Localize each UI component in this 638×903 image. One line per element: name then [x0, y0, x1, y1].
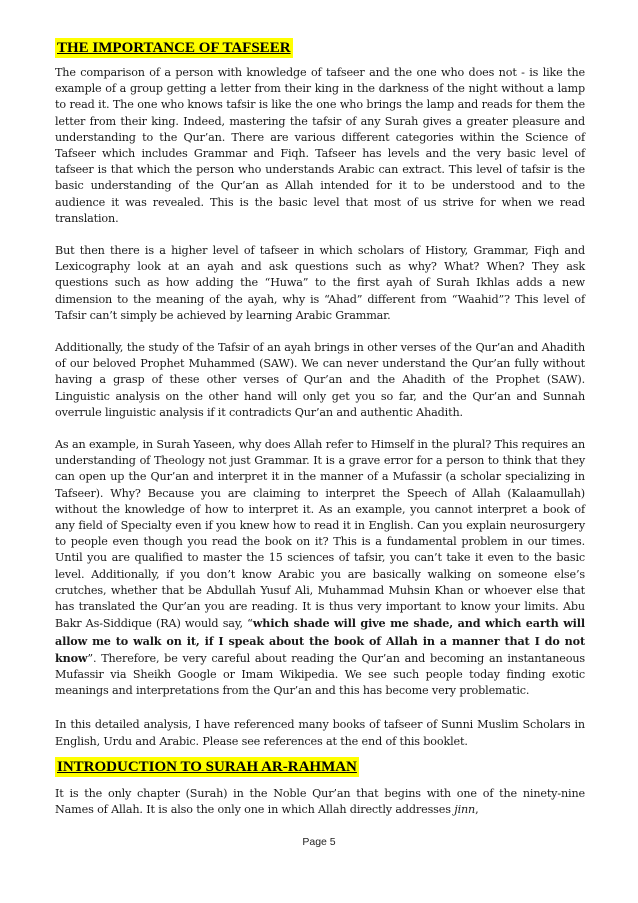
heading-importance-of-tafseer-wrap — [55, 37, 585, 58]
paragraph-4-text-after: ”. Therefore, be very careful about reading the Qur’an and becoming an instantaneous Mufassir via Sheikh Google or Imam Wikipedia. We see such people today finding exotic meanings and interpretations from the Qur’an and this has become very problematic. — [55, 651, 585, 698]
heading-importance-of-tafseer: THE IMPORTANCE OF TAFSEER — [57, 40, 291, 56]
paragraph-4 — [55, 437, 585, 699]
page-number: Page 5 — [302, 836, 336, 848]
paragraph-3: Additionally, the study of the Tafsir of an ayah brings in other verses of the Qur’an and Ahadith of our beloved Prophet Muhammed (SAW). We can never understand the Qur’an fully without having a grasp of these other verses of Qur’an and the Ahadith of the Prophet (SAW). Linguistic analysis on the other hand will only get you so far, and the Qur’an and Sunnah overrule linguistic analysis if it contradicts Qur’an and authentic Ahadith. — [55, 341, 585, 419]
paragraph-1: The comparison of a person with knowledge of tafseer and the one who does not - is like the example of a group getting a letter from their king in the darkness of the night without a lamp to read it. The one who knows tafsir is like the one who brings the lamp and reads for them the letter from their king. Indeed, mastering the tafsir of any Surah gives a greater pleasure and understanding to the Qur’an. There are various different categories within the Science of Tafseer which includes Grammar and Fiqh. Tafseer has levels and the very basic level of tafseer is that which the person who understands Arabic can extract. This level of tafsir is the basic understanding of the Qur’an as Allah intended for it to be understood and to the audience it was revealed. This is the basic level that most of us strive for when we read translation. — [55, 66, 585, 225]
paragraph-2: But then there is a higher level of tafseer in which scholars of History, Grammar, Fiqh and Lexicography look at an ayah and ask questions such as why? What? When? They ask questions such as how adding the “Huwa” to the first ayah of Surah Ikhlas adds a new dimension to the meaning of the ayah, why is “Ahad” different from “Waahid”? This level of Tafsir can’t simply be achieved by learning Arabic Grammar. — [55, 244, 585, 322]
paragraph-6-text-after: , — [475, 802, 479, 816]
paragraph-4-text-before: As an example, in Surah Yaseen, why does Allah refer to Himself in the plural? This requires an understanding of Theology not just Grammar. It is a grave error for a person to think that they can open up the Qur’an and interpret it in the manner of a Mufassir (a scholar specializing in Tafseer). Why? Because you are claiming to interpret the Speech of Allah (Kalaamullah) without the knowledge of how to interpret it. As an example, you cannot interpret a book of any field of Specialty even if you knew how to read it in English. Can you explain neurosurgery to people even though you read the book on it? This is a fundamental problem in our times. Until you are qualified to master the 15 sciences of tafsir, you can’t take it even to the basic level. Additionally, if you don’t know Arabic you are basically walking on someone else’s crutches, whether that be Abdullah Yusuf Ali, Muhammad Muhsin Khan or whoever else that has translated the Qur’an you are reading. It is thus very important to know your limits. Abu Bakr As-Siddique (RA) would say, “ — [55, 438, 585, 631]
heading-introduction-surah-ar-rahman: INTRODUCTION TO SURAH AR-RAHMAN — [57, 758, 357, 775]
paragraph-4-bold-quote: which shade will give me shade, and which earth will allow me to walk on it, if I speak about the book of Allah in a manner that I do not know — [55, 616, 585, 665]
page-content — [55, 37, 585, 818]
paragraph-6-text-before: It is the only chapter (Surah) in the Noble Qur’an that begins with one of the ninety-nine Names of Allah. It is also the only one in which Allah directly addresses — [55, 786, 585, 816]
paragraph-6-italic-jinn: jinn — [454, 802, 476, 816]
paragraph-6 — [55, 786, 585, 818]
paragraph-5: In this detailed analysis, I have referenced many books of tafseer of Sunni Muslim Scholars in English, Urdu and Arabic. Please see references at the end of this booklet. — [55, 718, 585, 748]
heading-introduction-wrap — [55, 756, 585, 777]
